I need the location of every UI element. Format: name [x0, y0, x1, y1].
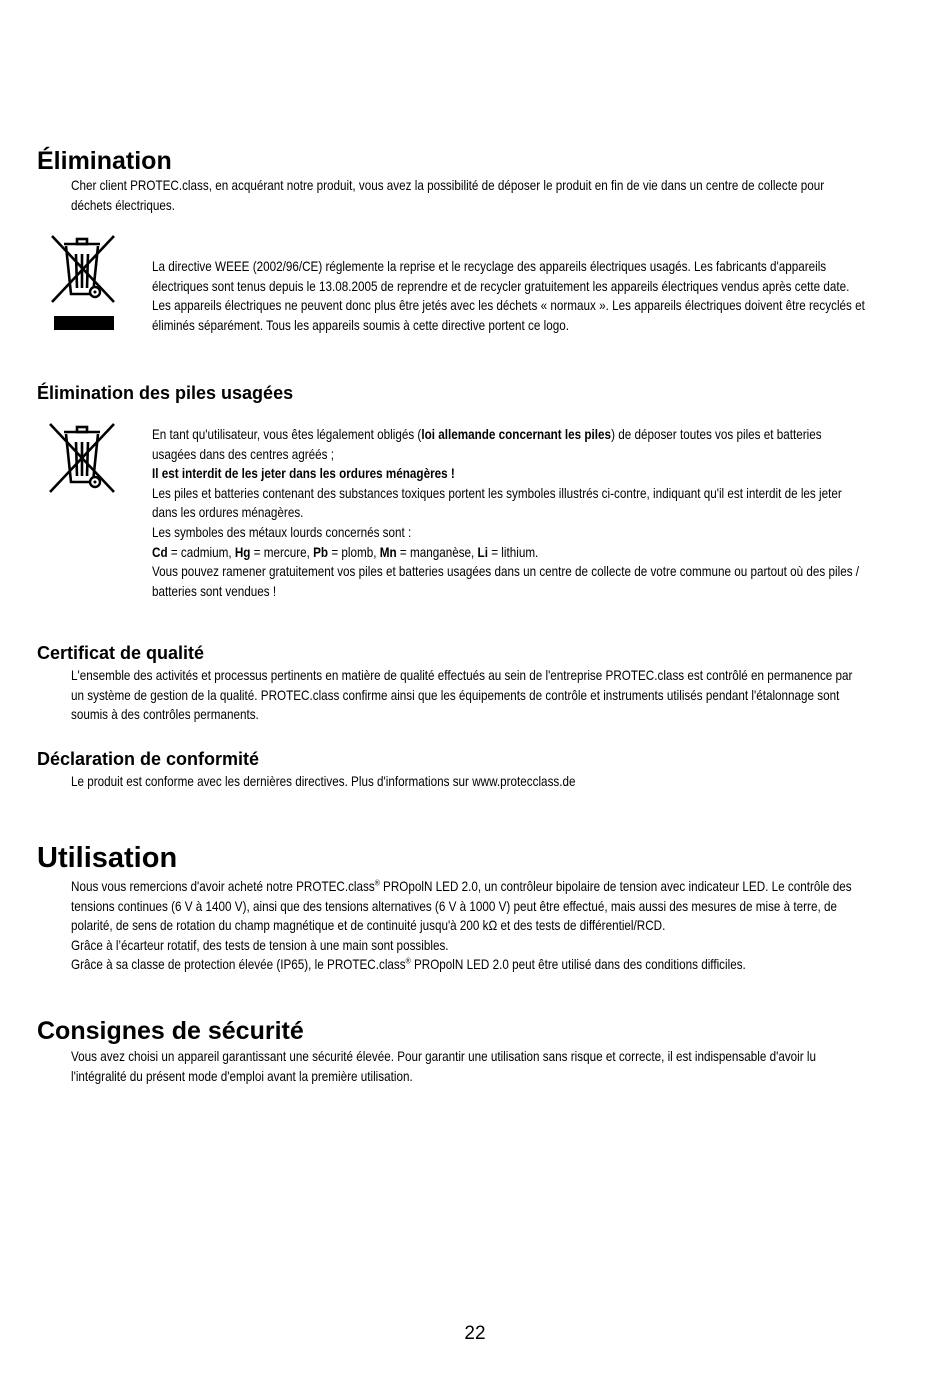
batteries-warning: Il est interdit de les jeter dans les ordures ménagères !: [152, 466, 455, 482]
section-title-elimination: Élimination: [37, 147, 172, 175]
usage-text: Nous vous remercions d'avoir acheté notre PROTEC.class® PROpolN LED 2.0, un contrôleur bipolaire de tension avec indicateur LED. Le contrôle des tensions continues (6 V à 1400 V), ainsi que des tensions alternatives (6 V à 1000 V) peut être effectué, mais aussi des mesures de mise à terre, de polarité, de sens de rotation du champ magnétique et de continuité jusqu'à 200 kΩ et des tests de différentiel/RCD. Grâce à l’écarteur rotatif, des tests de tension à une main sont possibles. Grâce à sa classe de protection élevée (IP65), le PROTEC.class® PROpolN LED 2.0 peut être utilisé dans des conditions difficiles.: [71, 878, 852, 973]
section-title-safety: Consignes de sécurité: [37, 1017, 304, 1045]
safety-text: Vous avez choisi un appareil garantissant une sécurité élevée. Pour garantir une utilisation sans risque et correcte, il est indispensable d'avoir lu l'intégralité du présent mode d'emploi avant la première utilisation.: [71, 1049, 817, 1084]
weee-crossed-bin-icon: [50, 234, 118, 334]
section-title-conformity: Déclaration de conformité: [37, 749, 260, 769]
battery-disposal-crossed-bin-icon: [46, 422, 118, 496]
heavy-metals-list: Cd = cadmium, Hg = mercure, Pb = plomb, Mn = manganèse, Li = lithium.: [152, 544, 539, 560]
elimination-intro: Cher client PROTEC.class, en acquérant notre produit, vous avez la possibilité de déposer le produit en fin de vie dans un centre de collecte pour déchets électriques.: [71, 178, 825, 213]
section-title-quality: Certificat de qualité: [37, 643, 205, 663]
section-title-usage: Utilisation: [37, 842, 178, 874]
page-number: 22: [464, 1323, 486, 1344]
weee-directive-text: La directive WEEE (2002/96/CE) réglemente la reprise et le recyclage des appareils électriques usagés. Les fabricants d'appareils électriques sont tenus depuis le 13.08.2005 de reprendre et de recycler gratuitement les appareils électriques vendus après cette date. Les appareils électriques ne peuvent donc plus être jetés avec les déchets « normaux ». Les appareils électriques doivent être recyclés et éliminés séparément. Tous les appareils soumis à cette directive portent ce logo.: [152, 259, 865, 333]
quality-text: L'ensemble des activités et processus pertinents en matière de qualité effectués au sein de l'entreprise PROTEC.class est contrôlé en permanence par un système de gestion de la qualité. PROTEC.class confirme ainsi que les équipements de contrôle et instruments utilisés pendant l'étalonnage sont soumis à des contrôles permanents.: [71, 668, 853, 723]
conformity-text: Le produit est conforme avec les dernières directives. Plus d'informations sur www.protecclass.de: [71, 774, 576, 789]
section-title-batteries: Élimination des piles usagées: [37, 383, 294, 403]
batteries-text: En tant qu'utilisateur, vous êtes légalement obligés (loi allemande concernant les piles) de déposer toutes vos piles et batteries usagées dans des centres agréés ; Il est interdit de les jeter dans les ordures ménagères ! Les piles et batteries contenant des substances toxiques portent les symboles illustrés ci-contre, indiquant qu'il est interdit de les jeter dans les ordures ménagères. Les symboles des métaux lourds concernés sont : Cd = cadmium, Hg = mercure, Pb = plomb, Mn = manganèse, Li = lithium. Vous pouvez ramener gratuitement vos piles et batteries usagées dans un centre de collecte de votre commune ou partout où des piles / batteries sont vendues !: [152, 425, 866, 601]
